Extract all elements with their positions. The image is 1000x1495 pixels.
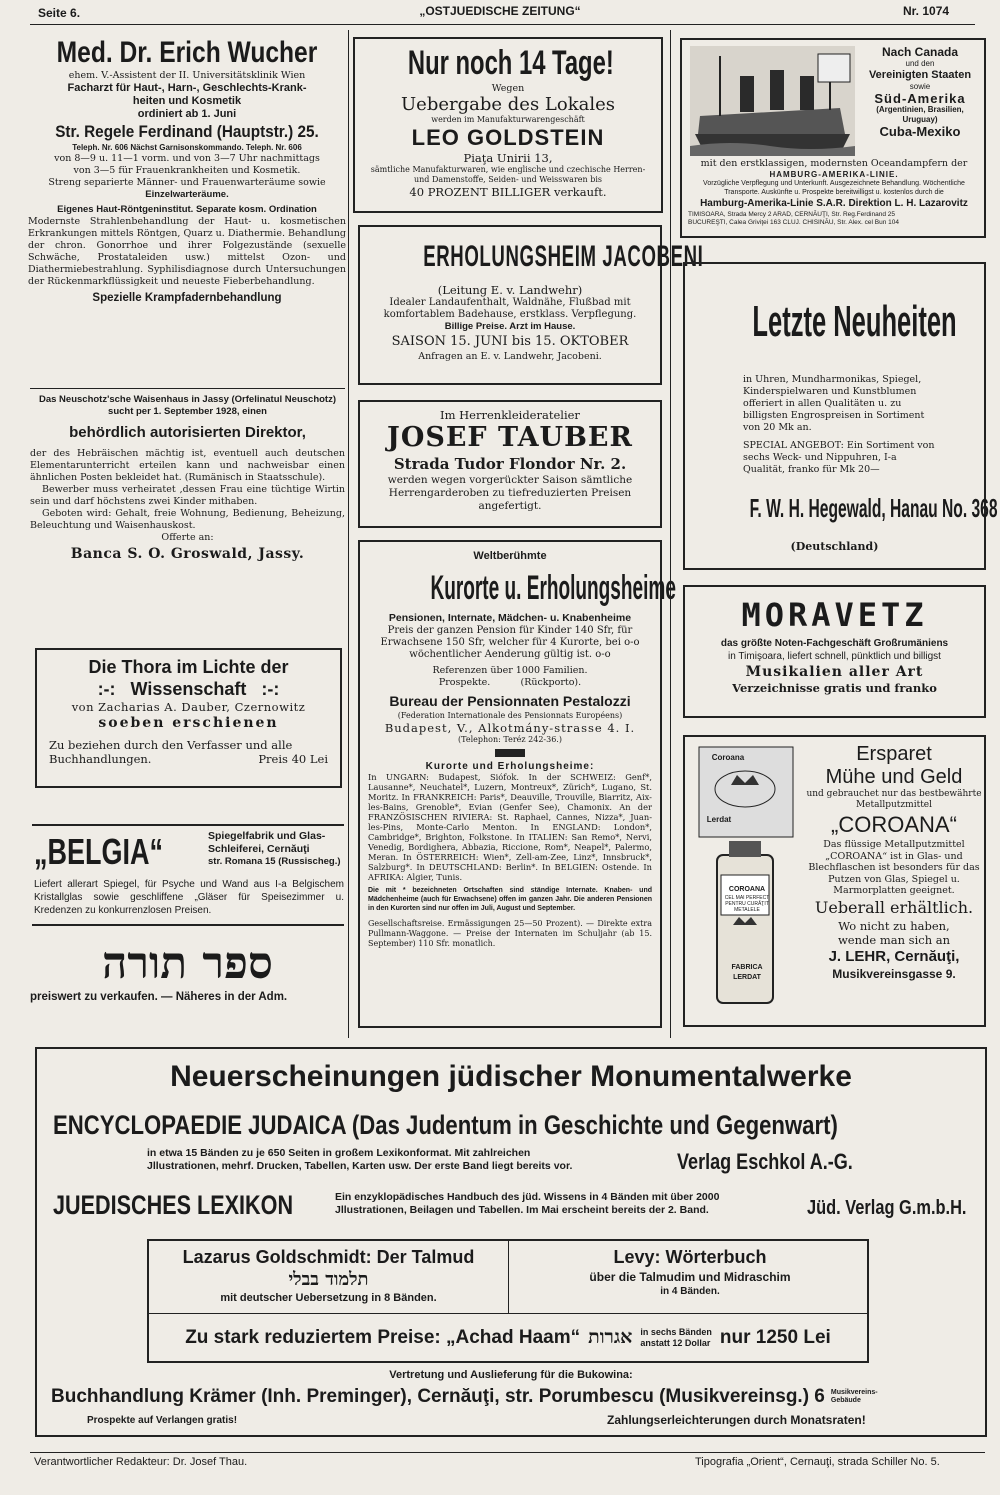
wucher-line: ehem. V.-Assistent der II. Universitätsklinik Wien xyxy=(68,70,306,81)
kurorte-w: Weltberühmte xyxy=(473,550,547,562)
wucher-line: ordiniert ab 1. Juni xyxy=(137,108,237,120)
big-lex-desc: Ein enzyklopädisches Handbuch des jüd. Wissens in 4 Bänden mit über 2000 xyxy=(335,1191,720,1203)
belgia-line: Spiegelfabrik und Glas- xyxy=(208,830,326,842)
hamburg-address: BUCUREŞTI, Calea Griviţei 163 CLUJ. CHISINĂU, Str. Alex. cel Bun 104 xyxy=(688,219,899,226)
big-price: Zu stark reduziertem Preise: „Achad Haam“ xyxy=(185,1326,581,1348)
wucher-line: heiten und Kosmetik xyxy=(132,95,242,107)
thora-title: Die Thora im Lichte der xyxy=(88,657,289,677)
steamship-illustration xyxy=(690,46,855,156)
goldstein-subtitle: Uebergabe des Lokales xyxy=(401,94,615,115)
hamburg-agent: Hamburg-Amerika-Linie S.A.R. Direktion L. H. Lazarovitz xyxy=(700,198,968,209)
kurorte-note: Die mit * bezeichneten Ortschaften sind ständige Internate. Knaben- und Mädchenheime (auch für Erwachsene) offen im ganzen Jahr. Die anderen Pensionen in den Kurorten sind nur offen im Juli, August und September. xyxy=(368,887,652,912)
kurorte-title: Kurorte u. Erholungsheime xyxy=(430,569,676,607)
coroana-title: Ersparet xyxy=(856,743,932,765)
wucher-address: Str. Regele Ferdinand (Hauptstr.) 25. xyxy=(55,122,319,141)
big-levy-desc: über die Talmudim und Midraschim xyxy=(589,1270,791,1284)
bottle-label: COROANA xyxy=(728,886,766,893)
big-lexikon: JUEDISCHES LEXIKON xyxy=(53,1190,294,1220)
big-talmud: Lazarus Goldschmidt: Der Talmud xyxy=(182,1247,475,1267)
thora-price: Preis 40 Lei xyxy=(258,752,328,766)
can-label: Coroana xyxy=(711,753,745,762)
coroana-addr: Musikvereinsgasse 9. xyxy=(832,966,956,981)
big-vertretung: Vertretung und Auslieferung für die Bukowina: xyxy=(389,1369,633,1381)
footer-editor: Verantwortlicher Redakteur: Dr. Josef Thau. xyxy=(34,1456,248,1468)
ad-jacobeni xyxy=(358,225,704,385)
kurorte-trip: Gesellschaftsreise. Ermässigungen 25—50 Prozent). — Direkte extra Pullmann-Waggone. — Preise der Internaten im Schuljahr (ab 15. September) 110 Sfr. monatlich. xyxy=(368,919,652,948)
belgia-body: Liefert allerart Spiegel, für Psyche und Wand aus I-a Belgischem Kristallglas sowie geschliffene „Gläser für Speisezimmer u. Kredenzen zu konkurrenzlosen Preisen. xyxy=(34,879,344,916)
ad-coroana xyxy=(683,735,986,1027)
kurorte-ref: Prospekte. (Rückporto). xyxy=(438,677,582,688)
big-encyclopaedia: ENCYCLOPAEDIE JUDAICA (Das Judentum in Geschichte und Gegenwart) xyxy=(53,1110,838,1140)
goldstein-name: LEO GOLDSTEIN xyxy=(411,125,605,150)
jacobeni-name: ERHOLUNGSHEIM JACOBENI xyxy=(423,240,704,273)
big-prospekte: Prospekte auf Verlangen gratis! xyxy=(87,1415,238,1426)
big-shop-small: Musikvereins-Gebäude xyxy=(830,1389,878,1404)
jacobeni-lead: (Leitung E. v. Landwehr) xyxy=(437,283,583,297)
jacobeni-body: Idealer Landaufenthalt, Waldnähe, Flußbad mit komfortablem Badehause, erstklass. Verpflegung. xyxy=(383,297,637,320)
sefer-text: preiswert zu verkaufen. — Näheres in der Adm. xyxy=(30,991,288,1003)
big-title: Neuerscheinungen jüdischer Monumentalwerke xyxy=(170,1060,852,1093)
big-talmud-hebrew: תלמוד בבלי xyxy=(288,1269,369,1290)
ad-thora xyxy=(35,648,342,788)
doctor-name: Med. Dr. Erich Wucher xyxy=(56,36,318,69)
big-jvg: Jüd. Verlag G.m.b.H. xyxy=(807,1197,967,1219)
big-enc-desc: Jllustrationen, mehrf. Drucken, Tabellen, Karten usw. Der erste Band liegt bereits vor. xyxy=(147,1160,573,1172)
page-number: Seite 6. xyxy=(38,6,81,20)
ad-hegewald xyxy=(683,262,998,570)
hamburg-dest: und den xyxy=(905,59,935,68)
goldstein-body: sämtliche Manufakturwaren, wie englische und czechische Herren- und Damenstoffe, Seiden- und Weisswaren bis xyxy=(370,165,646,184)
hamburg-dest: (Argentinien, Brasilien, xyxy=(876,105,964,114)
hamburg-dest: Süd-Amerika xyxy=(874,91,966,106)
coroana-desc: und gebrauchet nur das bestbewährte Metallputzmittel xyxy=(806,789,982,810)
goldstein-pct: 40 PROZENT BILLIGER verkauft. xyxy=(409,185,607,199)
ad-moravetz xyxy=(683,585,986,718)
kurorte-ref: Referenzen über 1000 Familien. xyxy=(432,665,588,676)
belgia-name: „BELGIA“ xyxy=(34,831,164,872)
newspaper-title: „OSTJUEDISCHE ZEITUNG“ xyxy=(419,4,581,18)
goldstein-addr: Piaţa Unirii 13, xyxy=(463,151,553,165)
goldstein-line: werden im Manufakturwarengeschäft xyxy=(431,115,585,124)
waisen-offer: Offerte an: xyxy=(161,532,214,543)
bottle-label: LERDAT xyxy=(733,974,761,981)
hegewald-spec: SPECIAL ANGEBOT: Ein Sortiment von sechs Weck- und Nippuhren, I-a Qualität, franko für Mk 20— xyxy=(743,440,935,475)
kurorte-tel: (Telephon: Teréz 242-36.) xyxy=(458,735,562,744)
kurorte-list: In UNGARN: Budapest, Siófok. In der SCHWEIZ: Genf*, Lausanne*, Neuchatel*, Luzern, Montreux*, Zürich*, Lugano, St. Moritz. In FRANKREICH: Paris*, Deauville, Trouville, Biarritz, Aix-les-Bains, Grenoble*, Evian (Genfer See), Chamonix. An der FRANZÖSISCHEN RIVIERA: St. Raphael, Cannes, Nizza*, Juan-les-Pins, Monte-Carlo Menton. In ENGLAND: London*, Cambridge*, Brighton, Folkstone. In ITALIEN: San Remo*, Nervi, Venedig, Bordighera, Abbazia, Riccione, Rom*, Neapel*, Palermo, Meran. In ÖSTERREICH: Wien*, Zell-am-Zee, Linz*, Innsbruck*, Salzburg*. In DEUTSCHLAND: Berlin*. In BELGIEN: Ostende. In AFRIKA: Algier, Tunis. xyxy=(368,772,652,882)
tauber-line: Im Herrenkleideratelier xyxy=(440,408,580,422)
jacobeni-season: SAISON 15. JUNI bis 15. OKTOBER xyxy=(391,334,629,349)
big-enc-desc: in etwa 15 Bänden zu je 650 Seiten in großem Lexikonformat. Mit zahlreichen xyxy=(147,1147,531,1159)
tauber-street: Strada Tudor Flondor Nr. 2. xyxy=(393,455,627,473)
belgia-line: str. Romana 15 (Russischeg.) xyxy=(208,856,341,867)
tauber-body: werden wegen vorgerückter Saison sämtliche Herrengarderoben zu tiefreduzierten Preisen angefertigt. xyxy=(387,474,633,512)
moravetz-line: das größte Noten-Fachgeschäft Großrumäniens xyxy=(720,638,949,649)
moravetz-line: Musikalien aller Art xyxy=(745,664,924,680)
hamburg-dest: Vereinigten Staaten xyxy=(868,69,972,81)
footer-printer: Tipografia „Orient“, Cernauţi, strada Schiller No. 5. xyxy=(695,1456,940,1468)
wucher-line: Facharzt für Haut-, Harn-, Geschlechts-Krank- xyxy=(67,82,307,94)
bottle-label: FABRICA xyxy=(731,964,763,971)
ad-hamburg xyxy=(680,38,986,238)
bottle-label: CEL MAI PERFECT PENTRU CURĂŢIT METALELE xyxy=(724,895,770,913)
wucher-body: Modernste Strahlenbehandlung der Haut- u. kosmetischen Erkrankungen mittels Röntgen, Quarz u. Diathermie. Behandlung der chron. Gonorrhoe und ihrer Folgezustände (sexuelle Schwäche, Prostataleiden usw.) mittelst Ozon- und Diathermiebestrahlung. Syphilisdiagnose durch Untersuchungen der Rückenmarkflüssigkeit und neueste Fieberbehandlung. xyxy=(28,216,346,287)
hamburg-dest: Cuba-Mexiko xyxy=(879,124,961,139)
column-rule xyxy=(348,30,349,1038)
hamburg-line: mit den erstklassigen, modernsten Oceandampfern der xyxy=(700,158,968,169)
big-shop: Buchhandlung Krämer (Inh. Preminger), Cernăuţi, str. Porumbescu (Musikvereinsg.) 6 xyxy=(51,1386,825,1407)
big-price-small: anstatt 12 Dollar xyxy=(640,1337,711,1348)
big-lex-desc: Jllustrationen, Beilagen und Tabellen. Im Mai erscheint bereits der 2. Band. xyxy=(335,1204,709,1216)
thora-line: Buchhandlungen. xyxy=(49,752,152,766)
goldstein-wegen: Wegen xyxy=(491,83,525,94)
big-inner-box xyxy=(147,1239,869,1363)
moravetz-line: Verzeichnisse gratis und franko xyxy=(732,681,937,695)
big-price-hebrew: אגרות xyxy=(588,1326,633,1348)
wucher-wait: Streng separierte Männer- und Frauenwarteräume sowie xyxy=(48,177,326,188)
kurorte-body: Preis der ganzen Pension für Kinder 140 Sfr, für Erwachsene 150 Sfr, welcher für 4 Kurorte, bei o-o wöchentlicher Aenderung gültig ist. o-o xyxy=(380,625,640,660)
thora-soeben: soeben erschienen xyxy=(98,715,279,731)
separator-bar xyxy=(495,749,525,757)
wucher-phone: Teleph. Nr. 606 Nächst Garnisonskommando. Teleph. Nr. 606 xyxy=(72,143,302,152)
column-rule xyxy=(670,30,671,1038)
big-zahlung: Zahlungserleichterungen durch Monatsraten! xyxy=(607,1413,866,1427)
jacobeni-price: Billige Preise. Arzt im Hause. xyxy=(444,321,576,332)
hamburg-dest: Uruguay) xyxy=(902,115,938,124)
ad-tauber xyxy=(358,400,662,528)
kurorte-sub: Pensionen, Internate, Mädchen- u. Knabenheime xyxy=(388,612,632,624)
jacobeni-ask: Anfragen an E. v. Landwehr, Jacobeni. xyxy=(418,351,602,362)
wucher-hours: von 3—5 für Frauenkrankheiten und Kosmetik. xyxy=(73,165,301,176)
hamburg-dest: sowie xyxy=(909,82,931,91)
thora-author: von Zacharias A. Dauber, Czernowitz xyxy=(71,700,306,714)
waisen-intro: Das Neuschotz'sche Waisenhaus in Jassy (Orfelinatul Neuschotz) sucht per 1. September 1928, einen xyxy=(38,394,336,417)
waisen-body: Geboten wird: Gehalt, freie Wohnung, Bedienung, Beheizung, Beleuchtung und Waisenhauskost. xyxy=(30,508,345,531)
hegewald-name: F. W. H. Hegewald, Hanau No. 368 xyxy=(749,493,998,523)
waisen-body: Bewerber muss verheiratet ,dessen Frau eine tüchtige Wirtin sein und darf höchstens zwei Kinder mithaben. xyxy=(30,484,345,507)
big-levy-desc: in 4 Bänden. xyxy=(660,1286,720,1297)
wucher-special: Spezielle Krampfadernbehandlung xyxy=(92,292,282,304)
big-price-lei: nur 1250 Lei xyxy=(719,1326,831,1348)
issue-number: Nr. 1074 xyxy=(903,4,950,18)
coroana-where: wende man sich an xyxy=(837,932,951,947)
waisen-bank: Banca S. O. Groswald, Jassy. xyxy=(70,546,305,562)
kurorte-kh: Kurorte und Erholungsheime: xyxy=(425,761,595,772)
coroana-name: „COROANA“ xyxy=(831,812,957,837)
tauber-name: JOSEF TAUBER xyxy=(387,422,633,453)
ad-goldstein xyxy=(353,37,663,213)
coroana-body: Das flüssige Metallputzmittel „COROANA“ ist in Glas- und Blechflaschen ist besonders für das Putzen von Glas, Spiegel u. Marmorplatten geeignet. xyxy=(808,839,980,896)
wucher-wait: Einzelwarteräume. xyxy=(145,189,229,200)
thora-title: :-: Wissenschaft :-: xyxy=(97,679,280,699)
hamburg-dest: Nach Canada xyxy=(881,45,959,59)
kurorte-addr: Budapest, V., Alkotmány-strasse 4. I. xyxy=(384,721,636,735)
coroana-every: Ueberall erhältlich. xyxy=(814,897,974,917)
kurorte-fed: (Federation Internationale des Pensionnats Européens) xyxy=(397,711,623,720)
wucher-hours: von 8—9 u. 11—1 vorm. und von 3—7 Uhr nachmittags xyxy=(54,153,320,164)
sefer-hebrew: ספר תורה xyxy=(102,938,273,989)
hegewald-country: (Deutschland) xyxy=(790,540,879,553)
ad-kurorte xyxy=(358,540,676,1028)
moravetz-name: MORAVETZ xyxy=(741,596,928,634)
big-eschkol: Verlag Eschkol A.-G. xyxy=(677,1149,853,1174)
coroana-title: Mühe und Geld xyxy=(825,766,963,788)
ad-waisenhaus xyxy=(30,394,345,564)
waisen-body: der des Hebräischen mächtig ist, eventuell auch deutschen Elementarunterricht erteilen kann und nachweisbar einen ähnlichen Posten bekleidet hat. (Rumänisch in Staatsschule). xyxy=(30,448,345,483)
big-levy: Levy: Wörterbuch xyxy=(613,1247,767,1267)
hamburg-line: Vorzügliche Verpflegung und Unterkunft. Ausgezeichnete Behandlung. Wöchentliche Transporte. Auskünfte u. Prospekte bereitwilligst u. kostenlos durch die xyxy=(703,180,965,196)
big-talmud-desc: mit deutscher Uebersetzung in 8 Bänden. xyxy=(220,1292,437,1304)
hegewald-body: in Uhren, Mundharmonikas, Spiegel, Kinderspielwaren und Kunstblumen offeriert in allen Qualitäten u. zu billigsten Engrospreisen in Sortiment von 20 Mk an. xyxy=(743,374,925,433)
ad-sefer xyxy=(30,938,345,1004)
coroana-where: Wo nicht zu haben, xyxy=(838,918,950,933)
belgia-line: Schleiferei, Cernăuţi xyxy=(208,843,310,855)
ad-belgia xyxy=(32,824,344,926)
moravetz-line: in Timişoara, liefert schnell, pünktlich und billigst xyxy=(728,651,941,662)
thora-line: Zu beziehen durch den Verfasser und alle xyxy=(49,738,293,752)
goldstein-title: Nur noch 14 Tage! xyxy=(407,44,614,82)
hegewald-title: Letzte Neuheiten xyxy=(752,297,957,346)
wucher-inst: Eigenes Haut-Röntgeninstitut. Separate kosm. Ordination xyxy=(57,204,317,215)
can-label: Lerdat xyxy=(706,815,732,824)
hamburg-company: HAMBURG-AMERIKA-LINIE. xyxy=(769,170,899,179)
ad-monumentalwerke xyxy=(35,1047,987,1437)
kurorte-bureau: Bureau der Pensionnaten Pestalozzi xyxy=(389,693,631,709)
hamburg-address: TIMISOARA, Strada Mercy 2 ARAD, CERNĂUŢI, Str. Reg.Ferdinand 25 xyxy=(688,211,895,218)
ad-wucher xyxy=(28,36,346,304)
coroana-lehr: J. LEHR, Cernăuţi, xyxy=(828,947,960,965)
waisen-title: behördlich autorisierten Direktor, xyxy=(69,424,306,441)
big-price-small: in sechs Bänden xyxy=(640,1326,712,1337)
